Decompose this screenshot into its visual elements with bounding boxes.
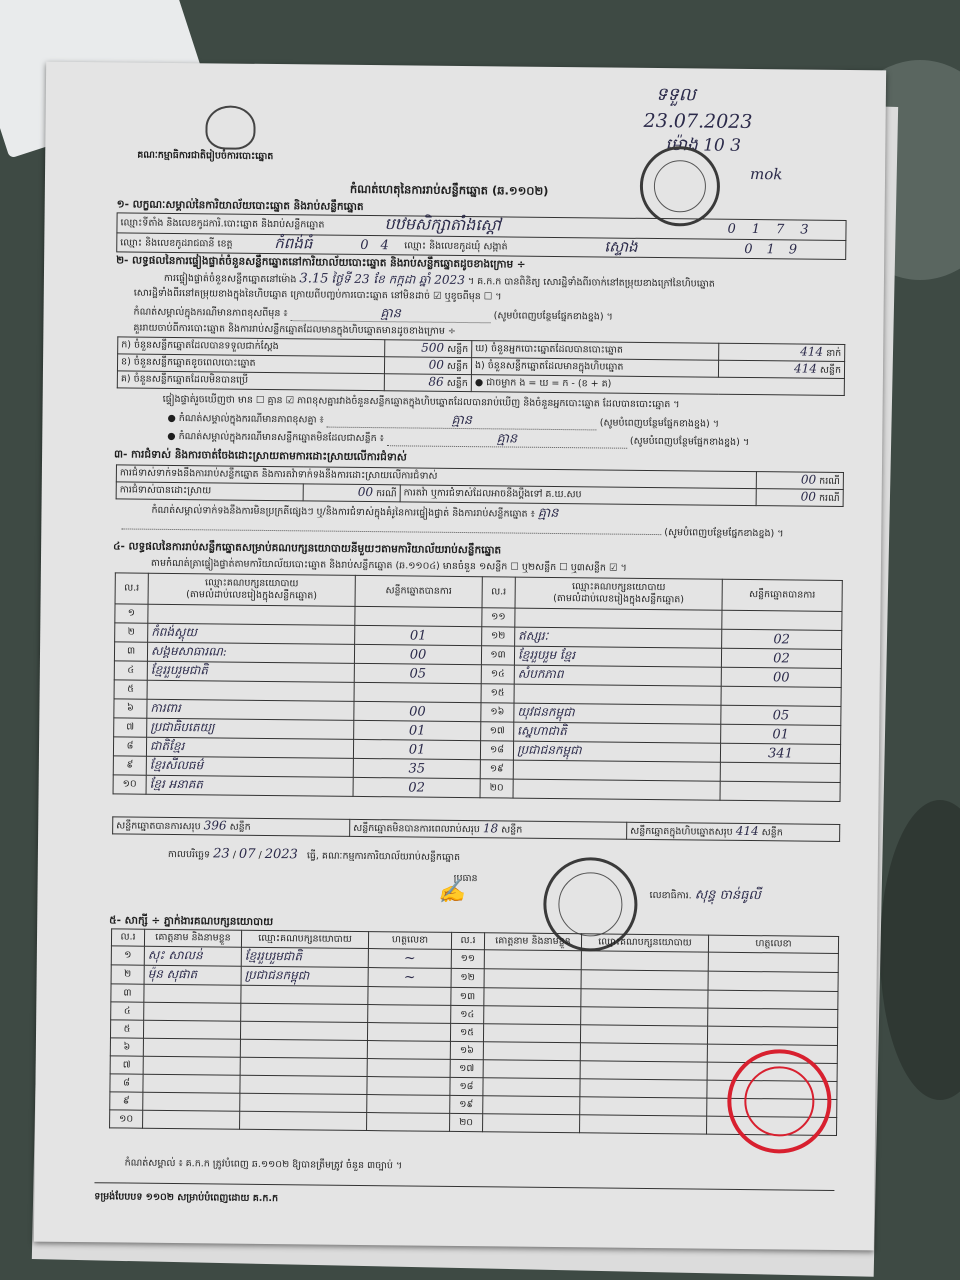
form-title: កំណត់ហេតុនៃការរាប់សន្លឹកឆ្នោត (ឆ.១១០២) [349, 181, 549, 198]
party-name: ឥស្សរៈ [515, 627, 722, 648]
note-value: គ្មាន [380, 306, 402, 322]
irregularity-value: គ្មាន [537, 505, 559, 522]
witness-signature [367, 1059, 450, 1078]
party-votes [720, 781, 840, 801]
location-code-4: 3 [800, 222, 825, 238]
witness-party [241, 1003, 368, 1022]
witness-name: សុះ សាលន់ [144, 946, 241, 966]
witness-signature [367, 1095, 450, 1114]
party-name: យុវជនកម្ពុជា [514, 703, 721, 724]
witness-signature: ~ [368, 968, 451, 988]
witness-name [144, 1002, 241, 1021]
section5-heading: ៥- សាក្សី ÷ ភ្នាក់ងារគណបក្សនយោបាយ [109, 914, 274, 929]
discrepancy-check: ផ្ទៀងផ្ទាត់រួចឃើញថា មាន ☐ គ្មាន ☑ ភាពខុសគ្នារវាងចំនួនសន្លឹកឆ្នោតក្នុងហិបឆ្នោតដែលបានរាប់ឃើញ និងចំនួនអ្នកបោះឆ្នោត ដែលបានបោះឆ្នោត ។ [162, 393, 680, 411]
party-votes: 00 [354, 644, 481, 664]
party-votes: 02 [721, 648, 841, 668]
witness-name: ម៉ុន សុផាត [144, 965, 241, 985]
table-row: ៣ សង្គមសាធារណ: 00 ១៣ ខ្មែររួបរួម ខ្មែរ 02 [114, 642, 841, 669]
party-name [147, 680, 354, 701]
party-votes: 35 [353, 758, 480, 778]
invalid-total: 18 [482, 821, 499, 836]
totals-table [112, 816, 840, 842]
spoiled-ballots: 00 [428, 357, 444, 372]
province-code-2: 4 [380, 238, 401, 254]
complaints-count: 00 [800, 472, 817, 487]
background-stain [880, 800, 960, 1100]
witness-party [240, 1021, 367, 1040]
committee-logo [205, 105, 255, 150]
secretary-label: លេខាធិការ. [649, 889, 692, 902]
chair-label: ប្រធាន [453, 872, 478, 885]
party-votes [354, 682, 481, 702]
table-row: ១០ ខ្មែរ អនាគត 02 ២០ [113, 775, 840, 802]
table-row: ៦ ការពារ 00 ១៦ យុវជនកម្ពុជា 05 [114, 699, 841, 726]
discrepancy-note: គ្មាន [451, 412, 473, 429]
table-row: ៥ ១៥ [110, 1020, 837, 1046]
party-name: ខ្មែររួបរួម ខ្មែរ [514, 646, 721, 667]
witness-name [143, 1038, 240, 1057]
table-row: ការជំទាស់បានដោះស្រាយ 00 ករណី ការតវ៉ា ឬការជំទាស់ដែលអាចនឹងប្ដឹងទៅ គ.ឃ.សប 00 ករណី [116, 482, 843, 507]
party-name [513, 760, 720, 781]
party-votes: 05 [354, 663, 481, 683]
witness-signature [367, 1023, 450, 1042]
witness-party [240, 1039, 367, 1058]
secretary-name: សុន្ធុ ចាន់ធូលី [694, 887, 761, 904]
party-name [514, 684, 721, 705]
location-label: ឈ្មោះទីតាំង និងលេខកូដការិ.បោះឆ្នោត និងរាប់សន្លឹកឆ្នោត [120, 217, 325, 231]
table-row: ៥ ១៥ [114, 680, 841, 707]
verify-time-label: ការផ្ទៀងផ្ទាត់ចំនួនសន្លឹកឆ្នោតនៅម៉ោង [163, 272, 297, 286]
witness-signature [368, 1005, 451, 1024]
witness-party [241, 985, 368, 1004]
sign-day: 23 [213, 846, 230, 862]
results-table [113, 572, 843, 802]
official-seal-top [640, 146, 721, 227]
party-votes: 01 [721, 724, 841, 744]
table-row: ៦ ១៦ [110, 1038, 837, 1064]
received-note: ទទួល [655, 84, 696, 106]
irregularity-label: កំណត់សម្គាល់ទាក់ទងនឹងការមិនប្រក្រតីផ្សេងៗ ឬ/និងការជំទាស់ក្នុងគំរូនៃការផ្ទៀងផ្ទាត់ និងការរាប់សន្លឹកឆ្នោត ៖ [151, 504, 535, 520]
party-votes: 00 [354, 701, 481, 721]
witness-name [143, 1092, 240, 1111]
witness-name [143, 1056, 240, 1075]
commune-code-3: 9 [788, 242, 812, 258]
party-votes: 341 [720, 743, 840, 763]
table-row: ២ កំពង់ស្តុយ 01 ១២ ឥស្សរៈ 02 [115, 623, 842, 650]
party-votes: 02 [353, 777, 480, 797]
table-row: ខ) ចំនួនសន្លឹកឆ្នោតខូចពេលបោះឆ្នោត 00 សន្លឹក ង) ចំនួនសន្លឹកឆ្នោតដែលមានក្នុងហិបឆ្នោត 414 សន្លឹក [117, 354, 844, 379]
witness-party: ខ្មែររួបរួមជាតិ [241, 947, 368, 967]
table-row: ក) ចំនួនសន្លឹកឆ្នោតដែលបានទទួលជាក់ស្ដែង 500 សន្លឹក ឃ) ចំនួនអ្នកបោះឆ្នោតដែលបានបោះឆ្នោត 414 នាក់ [118, 337, 845, 362]
table-header: ល.រ គោត្តនាម និងនាមខ្លួន ឈ្មោះគណបក្សនយោបាយ ហត្ថលេខា ល.រ គោត្តនាម និងនាមខ្លួន ឈ្មោះគណបក្សនយោបាយ ហត្ថលេខា [111, 929, 838, 954]
footnote: កំណត់សម្គាល់ ៖ គ.ក.ក ត្រូវបំពេញ ឆ.១១០២ ឱ្យបានត្រឹមត្រូវ ចំនួន ៣ច្បាប់ ។ [124, 1157, 403, 1172]
party-votes [722, 610, 842, 630]
location-value: បឋមសិក្សាតាំងស្ដៅ [384, 214, 501, 235]
party-name [148, 604, 355, 625]
committee-name: គណៈកម្មាធិការជាតិរៀបចំការបោះឆ្នោត [137, 149, 274, 163]
official-seal-red [727, 1049, 832, 1154]
received-time: ម៉ោង 10 3 [665, 135, 742, 156]
table-row: ៤ ១៤ [111, 1002, 838, 1028]
party-votes: 02 [722, 629, 842, 649]
section4-heading: ៤- លទ្ធផលនៃការរាប់សន្លឹកឆ្នោតសម្រាប់គណបក្សនយោបាយនីមួយៗតាមការិយាល័យរាប់សន្លឹកឆ្នោត [113, 540, 502, 557]
party-votes [721, 686, 841, 706]
verify-date: ថ្ងៃទី 23 ខែ កក្កដា ឆ្នាំ 2023 [331, 271, 465, 288]
voters-count: 414 [800, 344, 824, 359]
party-name: ការពារ [147, 699, 354, 720]
location-code-3: 7 [775, 222, 801, 238]
commune-value: ស្ទោង [604, 237, 638, 256]
verify-time: 3.15 [299, 271, 329, 287]
party-name: ខ្មែរសីលធម៌ [146, 756, 353, 777]
table-row: ៨ ជាតិខ្មែរ 01 ១៨ ប្រជាជនកម្ពុជា 341 [113, 737, 840, 764]
table-row: ការជំទាស់ទាក់ទងនឹងការរាប់សន្លឹកឆ្នោត និងការតវ៉ាទាក់ទងនឹងការដោះស្រាយលើការជំទាស់ 00 ករណី [116, 465, 843, 490]
counts-intro: គួររាយចាប់ពីការបោះឆ្នោត និងការរាប់សន្លឹកឆ្នោតដែលមានក្នុងហិបឆ្នោតមានដូចខាងក្រោម ÷ [133, 322, 456, 337]
box-total: 414 [735, 823, 759, 839]
commune-code-1: 0 [744, 241, 767, 258]
resolved-count: 00 [357, 484, 374, 500]
section4-intro: តាមកំណត់ត្រាផ្ទៀងផ្ទាត់តាមការិយាល័យបោះឆ្នោត និងរាប់សន្លឹកឆ្នោត (ឆ.១១០៤) មានចំនួន ១សន្លឹក ☐ ឬ២សន្លឹក ☐ ឬ៣សន្លឹក ☑ ។ [150, 557, 627, 574]
received-date: 23.07.2023 [643, 109, 753, 134]
party-name [515, 608, 722, 629]
table-row: ២ ម៉ុន សុផាត ប្រជាជនកម្ពុជា ~ ១២ [111, 965, 838, 992]
valid-total: 396 [203, 818, 227, 833]
section3-heading: ៣- ការជំទាស់ និងការចាត់ចែងដោះស្រាយតាមការដោះស្រាយលើការជំទាស់ [114, 448, 407, 464]
election-form-sheet: គណៈកម្មាធិការជាតិរៀបចំការបោះឆ្នោត កំណត់ហេតុនៃការរាប់សន្លឹកឆ្នោត (ឆ.១១០២) ទទួល 23.07.2023 ម៉ោង 10 3 mok ១- លក្ខណៈសម្គាល់នៃការិយាល័យបោះឆ្នោត និងរាប់សន្លឹកឆ្នោត ឈ្មោះទីតាំង និងលេខកូដការិ.បោះឆ្នោត និងរាប់សន្លឹកឆ្នោត បឋមសិក្សាតាំងស្ដៅ 0173 ឈ្មោះ និងលេខកូដរាជធានី ខេត្ត កំពង់ធំ 04 ឈ្មោះ និងលេខកូដឃុំ សង្កាត់ ស្ទោង 019 ២- លទ្ធផលនៃការផ្ទៀងផ្ទាត់ចំនួនសន្លឹកឆ្នោតនៅការិយាល័យបោះឆ្នោត និងរាប់សន្លឹកឆ្នោតដូចខាងក្រោម ÷ ការផ្ទៀងផ្ទាត់ចំនួនសន្លឹកឆ្នោតនៅម៉ោង 3.15 ថ្ងៃទី 23 ខែ កក្កដា ឆ្នាំ 2023 ។ គ.ក.ក បានពិនិត្យ សោរដ្ឋិទាំងពីរចាក់នៅតម្រុយខាងក្រៅនៃហិបឆ្នោត សោរដ្ឋិទាំងពីរនៅតម្រុយខាងក្នុងនៃហិបឆ្នោត ក្រោយពីបញ្ចប់ការបោះឆ្នោត នៅមិនដាច់ ☑ ឬខូចពីមុន ☐ ។ កំណត់សម្គាល់ក្នុងករណីមានភាពខុសពីមុន ៖ គ្មាន (សូមបំពេញបន្ថែមផ្នែកខាងខ្នង) ។ គួររាយចាប់ពីការបោះឆ្នោត និងការរាប់សន្លឹកឆ្នោតដែលមានក្នុងហិបឆ្នោតមានដូចខាងក្រោម ÷ ក) ចំនួនសន្លឹកឆ្នោតដែលបានទទួលជាក់ស្ដែង 500 សន្លឹក ឃ) ចំនួនអ្នកបោះឆ្នោតដែលបានបោះឆ្នោត 414 នាក់ ខ) ចំនួនសន្លឹកឆ្នោតខូចពេលបោះឆ្នោត 00 សន្លឹក ង) ចំនួនសន្លឹកឆ្នោតដែលមានក្នុងហិបឆ្នោត 414 សន្លឹក គ) ចំនួនសន្លឹកឆ្នោតដែលមិនបានប្រើ 86 សន្លឹក ● ជាចម្លាក ង = ឃ = ក - (ខ + គ) ផ្ទៀងផ្ទាត់រួចឃើញថា មាន ☐ គ្មាន ☑ ភាពខុសគ្នារវាងចំនួនសន្លឹកឆ្នោតក្នុងហិបឆ្នោតដែលបានរាប់ឃើញ និងចំនួនអ្នកបោះឆ្នោត ដែលបានបោះឆ្នោត ។ ● កំណត់សម្គាល់ក្នុងករណីមានភាពខុសគ្នា ៖ គ្មាន (សូមបំពេញបន្ថែមផ្នែកខាងខ្នង) ។ ● កំណត់សម្គាល់ក្នុងករណីមានសន្លឹកឆ្នោតមិនដែលជាសន្លឹក ៖ គ្មាន (សូមបំពេញបន្ថែមផ្នែកខាងខ្នង) ។ ៣- ការជំទាស់ និងការចាត់ចែងដោះស្រាយតាមការដោះស្រាយលើការជំទាស់ ការជំទាស់ទាក់ទងនឹងការរាប់សន្លឹកឆ្នោត និងការតវ៉ាទាក់ទងនឹងការដោះស្រាយលើការជំទាស់ 00 ករណី ការជំទាស់បានដោះស្រាយ 00 ករណី ការតវ៉ា ឬការជំទាស់ដែលអាចនឹងប្ដឹងទៅ គ.ឃ.សប 00 ករណី កំណត់សម្គាល់ទាក់ទងនឹងការមិនប្រក្រតីផ្សេងៗ ឬ/និងការជំទាស់ក្នុងគំរូនៃការផ្ទៀងផ្ទាត់ និងការរាប់សន្លឹកឆ្នោត ៖ គ្មាន (សូមបំពេញបន្ថែមផ្នែកខាងខ្នង) ។ ៤- លទ្ធផលនៃការរាប់សន្លឹកឆ្នោតសម្រាប់គណបក្សនយោបាយនីមួយៗតាមការិយាល័យរាប់សន្លឹកឆ្នោត តាមកំណត់ត្រាផ្ទៀងផ្ទាត់តាមការិយាល័យបោះឆ្នោត និងរាប់សន្លឹកឆ្នោត (ឆ.១១០៤) មានចំនួន ១សន្លឹក ☐ ឬ២សន្លឹក ☐ ឬ៣សន្លឹក ☑ ។ ល.រ ឈ្មោះគណបក្សនយោបាយ (តាមលំដាប់លេខរៀងក្នុងសន្លឹកឆ្នោត) សន្លឹកឆ្នោតបានការ ល.រ ឈ្មោះគណបក្សនយោបាយ (តាមលំដាប់លេខរៀងក្នុងសន្លឹកឆ្នោត) សន្លឹកឆ្នោតបានការ ១ ១១ ២ កំពង់ស្តុយ 01 ១២ ឥស្សរៈ 02 ៣ សង្គមសាធារណ: 00 ១៣ ខ្មែររួបរួម ខ្មែរ 02 ៤ ខ្មែររួបរួមជាតិ 05 ១៤ សំបកភាព 00 ៥ ១៥ ៦ ការពារ 00 ១៦ យុវជនកម្ពុជា 05 ៧ ប្រជាធិបតេយ្យ 01 ១៧ ស្នេហាជាតិ 01 ៨ ជាតិខ្មែរ 01 ១៨ ប្រជាជនកម្ពុជា 341 ៩ ខ្មែរសីលធម៌ 35 ១៩ ១០ ខ្មែរ អនាគត 02 ២០ សន្លឹកឆ្នោតបានការសរុប 396 សន្លឹក សន្លឹកឆ្នោតមិនបានការពេលរាប់សរុប 18 សន្លឹក សន្លឹកឆ្នោតក្នុងហិបឆ្នោតសរុប 414 សន្លឹក កាលបរិច្ឆេទ 23 / 07 / 2023 ធ្វើ, គណៈកម្មការការិយាល័យរាប់សន្លឹកឆ្នោត ប្រធាន ✍ លេខាធិការ. សុន្ធុ ចាន់ធូលី ៥- សាក្សី ÷ ភ្នាក់ងារគណបក្សនយោបាយ ល.រ គោត្តនាម និងនាមខ្លួន ឈ្មោះគណបក្សនយោបាយ ហត្ថលេខា ល.រ គោត្តនាម និងនាមខ្លួន ឈ្មោះគណបក្សនយោបាយ ហត្ថលេខា ១ សុះ សាលន់ ខ្មែររួបរួមជាតិ ~ ១១ ២ ម៉ុន សុផាត ប្រជាជនកម្ពុជា ~ ១២ ៣ ១៣ ៤ ១៤ ៥ ១៥ ៦ ១៦ ៧ ១៧ ៨ ១៨ ៩ ១៩ ១០ ២០ កំណត់សម្គាល់ ៖ គ.ក.ក ត្រូវបំពេញ ឆ.១១០២ ឱ្យបានត្រឹមត្រូវ ចំនួន ៣ច្បាប់ ។ ទម្រង់បែបបទ ១១០២ សម្រាប់បំពេញដោយ គ.ក.ក [34, 62, 886, 1251]
province-value: កំពង់ធំ [274, 234, 313, 253]
commune-code-2: 1 [766, 242, 789, 258]
note-label: កំណត់សម្គាល់ក្នុងករណីមានភាពខុសពីមុន ៖ [133, 306, 288, 320]
party-name: កំពង់ស្តុយ [148, 623, 355, 644]
party-votes [720, 762, 840, 782]
party-name: ជាតិខ្មែរ [146, 737, 353, 758]
table-row: ៨ ១៨ [110, 1074, 837, 1100]
table-row: ៩ ១៩ [110, 1092, 837, 1118]
table-row: ១ សុះ សាលន់ ខ្មែររួបរួមជាតិ ~ ១១ [111, 946, 838, 973]
table-row: ៣ ១៣ [111, 984, 838, 1010]
complaints-table [116, 464, 844, 507]
party-name [513, 779, 720, 800]
witness-signature: ~ [368, 949, 451, 969]
party-name: សង្គមសាធារណ: [147, 642, 354, 663]
sign-year: 2023 [264, 846, 298, 863]
counts-table [117, 336, 846, 396]
witness-party: ប្រជាជនកម្ពុជា [241, 966, 368, 986]
party-votes: 01 [354, 720, 481, 740]
location-code-2: 1 [751, 222, 777, 238]
table-row: ៧ ១៧ [110, 1056, 837, 1082]
witness-name [144, 984, 241, 1003]
party-name: សំបកភាព [514, 665, 721, 686]
received-ballots: 500 [421, 340, 445, 355]
section1-heading: ១- លក្ខណៈសម្គាល់នៃការិយាល័យបោះឆ្នោត និងរាប់សន្លឹកឆ្នោត [116, 198, 364, 213]
party-name: ខ្មែររួបរួមជាតិ [147, 661, 354, 682]
party-votes: 01 [355, 625, 482, 645]
commune-label: ឈ្មោះ និងលេខកូដឃុំ សង្កាត់ [404, 240, 508, 253]
witness-signature [367, 1113, 450, 1132]
witness-signature [367, 1041, 450, 1060]
party-name: ប្រជាជនកម្ពុជា [513, 741, 720, 762]
witness-party [240, 1111, 367, 1130]
table-row: គ) ចំនួនសន្លឹកឆ្នោតដែលមិនបានប្រើ 86 សន្លឹក ● ជាចម្លាក ង = ឃ = ក - (ខ + គ) [117, 371, 844, 396]
table-row: ៧ ប្រជាធិបតេយ្យ 01 ១៧ ស្នេហាជាតិ 01 [114, 718, 841, 745]
witness-signature [368, 987, 451, 1006]
box-ballots: 414 [793, 361, 817, 376]
province-label: ឈ្មោះ និងលេខកូដរាជធានី ខេត្ត [120, 237, 233, 250]
received-signature: mok [749, 165, 783, 184]
witness-name [143, 1110, 240, 1129]
appeal-count: 00 [800, 489, 817, 504]
sign-month: 07 [238, 846, 256, 862]
party-name: ខ្មែរ អនាគត [146, 775, 353, 796]
witness-name [143, 1074, 240, 1093]
party-votes: 01 [353, 739, 480, 759]
party-votes: 00 [721, 667, 841, 687]
chair-signature: ✍ [436, 878, 467, 907]
location-code-1: 0 [727, 221, 752, 238]
table-row: ១០ ២០ [110, 1110, 837, 1136]
unused-ballots: 86 [428, 374, 444, 389]
province-code-1: 0 [360, 237, 381, 254]
witness-name [143, 1020, 240, 1039]
party-votes [355, 606, 482, 626]
table-row: ១ ១១ [115, 604, 842, 631]
formula: ● ជាចម្លាក ង = ឃ = ក - (ខ + គ) [471, 375, 844, 396]
table-row: ៩ ខ្មែរសីលធម៌ 35 ១៩ [113, 756, 840, 783]
party-votes: 05 [721, 705, 841, 725]
party-name: ស្នេហាជាតិ [514, 722, 721, 743]
table-row: ៤ ខ្មែររួបរួមជាតិ 05 ១៤ សំបកភាព 00 [114, 661, 841, 688]
form-footer: ទម្រង់បែបបទ ១១០២ សម្រាប់បំពេញដោយ គ.ក.ក [94, 1191, 279, 1205]
witness-party [240, 1075, 367, 1094]
section2-heading: ២- លទ្ធផលនៃការផ្ទៀងផ្ទាត់ចំនួនសន្លឹកឆ្នោតនៅការិយាល័យបោះឆ្នោត និងរាប់សន្លឹកឆ្នោតដូចខាងក្រោម ÷ [116, 254, 526, 271]
table-row: សន្លឹកឆ្នោតបានការសរុប 396 សន្លឹក សន្លឹកឆ្នោតមិនបានការពេលរាប់សរុប 18 សន្លឹក សន្លឹកឆ្នោតក្នុងហិបឆ្នោតសរុប 414 សន្លឹក [113, 817, 840, 842]
party-name: ប្រជាធិបតេយ្យ [147, 718, 354, 739]
witness-signature [367, 1077, 450, 1096]
witness-party [240, 1093, 367, 1112]
witness-party [240, 1057, 367, 1076]
seal-check-line: សោរដ្ឋិទាំងពីរនៅតម្រុយខាងក្នុងនៃហិបឆ្នោត ក្រោយពីបញ្ចប់ការបោះឆ្នោត នៅមិនដាច់ ☑ ឬខូចពីមុន ☐ ។ [133, 287, 502, 303]
invalid-ballot-note: គ្មាន [496, 431, 518, 447]
table-header: ល.រ ឈ្មោះគណបក្សនយោបាយ (តាមលំដាប់លេខរៀងក្នុងសន្លឹកឆ្នោត) សន្លឹកឆ្នោតបានការ ល.រ ឈ្មោះគណបក្សនយោបាយ (តាមលំដាប់លេខរៀងក្នុងសន្លឹកឆ្នោត) សន្លឹកឆ្នោតបានការ [115, 573, 842, 612]
